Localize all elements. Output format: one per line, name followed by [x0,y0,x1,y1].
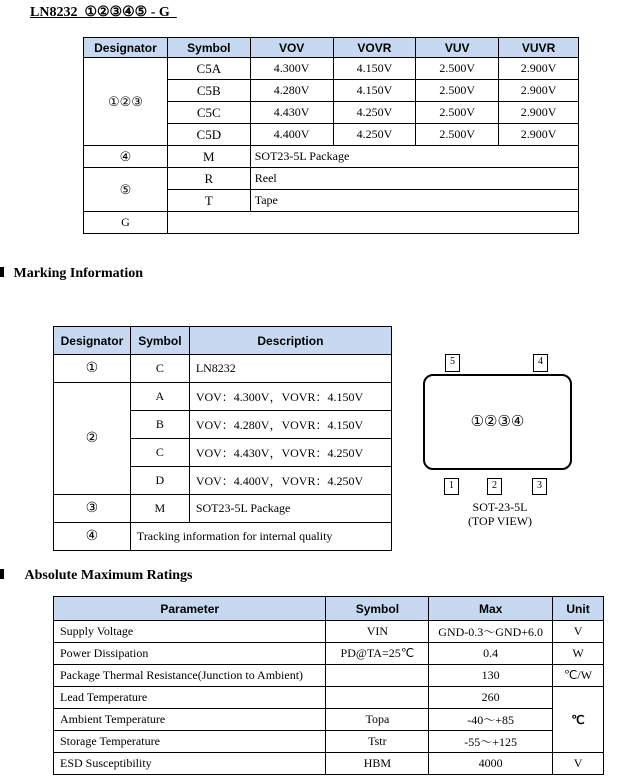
ot-cell: 4.250V [333,102,416,124]
part-suffix: - G [150,5,170,20]
amr-symbol [326,665,429,687]
amr-symbol: Topa [326,709,429,731]
amr-temp-unit: ℃ [553,687,604,753]
mt-header-description: Description [189,327,391,355]
part-number-title [30,4,177,21]
amr-param: Package Thermal Resistance(Junction to Ambient) [54,665,326,687]
ot-pack-designator: ⑤ [84,168,168,212]
amr-unit: ℃/W [553,665,604,687]
pin-1: 1 [444,478,459,495]
amr-max: GND-0.3～GND+6.0 [429,621,553,643]
amr-param: Lead Temperature [54,687,326,709]
package-caption-1: SOT-23-5L [472,500,528,514]
pin-2: 2 [487,478,502,495]
mt-cell: C [130,439,189,467]
mt-cell: A [130,383,189,411]
ordering-table [83,37,579,234]
amr-param: Storage Temperature [54,731,326,753]
mt-cell: VOV：4.430V，VOVR：4.250V [189,439,391,467]
mt-r1-desc: LN8232 [189,355,391,383]
ot-cell: 2.900V [499,124,579,146]
amr-max: 260 [429,687,553,709]
ot-cell: 2.500V [416,124,499,146]
ot-cell: 4.250V [333,124,416,146]
amr-max: -55～+125 [429,731,553,753]
amr-symbol: HBM [326,753,429,775]
amr-symbol: VIN [326,621,429,643]
ot-cell: 4.150V [333,58,416,80]
mt-group2-designator: ② [54,383,131,495]
amr-symbol: PD@TA=25℃ [326,643,429,665]
ot-reel-symbol: R [167,168,250,190]
ot-cell: C5A [167,58,250,80]
ot-pkg-symbol: M [167,146,250,168]
ot-header-vovr: VOVR [333,38,416,58]
amr-unit: W [553,643,604,665]
amr-unit: V [553,621,604,643]
amr-param: Supply Voltage [54,621,326,643]
amr-header-max: Max [429,597,553,621]
package-diagram [420,350,580,530]
pin-5: 5 [445,354,460,372]
amr-max: 0.4 [429,643,553,665]
ot-g-empty [167,212,578,234]
amr-header-symbol: Symbol [326,597,429,621]
ot-cell: 2.500V [416,102,499,124]
amr-header-parameter: Parameter [54,597,326,621]
part-base: LN8232 [30,5,78,20]
ot-reel-desc: Reel [250,168,578,190]
mt-header-designator: Designator [54,327,131,355]
amr-unit: V [553,753,604,775]
abs-section-title: Absolute Maximum Ratings [0,568,193,584]
amr-max: -40～+85 [429,709,553,731]
marking-section-title: Marking Information [0,266,143,282]
bullet-icon [0,569,4,579]
ot-cell: C5D [167,124,250,146]
ot-cell: C5C [167,102,250,124]
ot-header-vuvr: VUVR [499,38,579,58]
mt-r3-desc: SOT23-5L Package [189,495,391,523]
package-caption-2: (TOP VIEW) [467,514,533,528]
ot-cell: 2.500V [416,80,499,102]
ot-tape-symbol: T [167,190,250,212]
ot-header-symbol: Symbol [167,38,250,58]
ot-cell: 2.500V [416,58,499,80]
mt-cell: VOV：4.300V，VOVR：4.150V [189,383,391,411]
mt-cell: B [130,411,189,439]
ot-pkg-designator: ④ [84,146,168,168]
mt-r4-desc: Tracking information for internal quality [130,523,391,551]
amr-param: ESD Susceptibility [54,753,326,775]
ot-pkg-desc: SOT23-5L Package [250,146,578,168]
ot-g-designator: G [84,212,168,234]
mt-cell: VOV：4.280V，VOVR：4.150V [189,411,391,439]
mt-r3-designator: ③ [54,495,131,523]
ot-cell: 2.900V [499,80,579,102]
ot-cell: 4.280V [250,80,333,102]
ot-cell: 4.400V [250,124,333,146]
amr-max: 4000 [429,753,553,775]
ot-cell: 2.900V [499,58,579,80]
ot-header-vuv: VUV [416,38,499,58]
amr-param: Power Dissipation [54,643,326,665]
marking-table [53,326,392,551]
ot-tape-desc: Tape [250,190,578,212]
mt-r3-symbol: M [130,495,189,523]
part-circles: ①②③④⑤ [84,5,148,20]
abs-max-table [53,596,604,775]
mt-cell: D [130,467,189,495]
ot-cell: 4.300V [250,58,333,80]
amr-max: 130 [429,665,553,687]
pin-4: 4 [533,354,548,372]
bullet-icon [0,267,4,277]
mt-header-symbol: Symbol [130,327,189,355]
ot-cell: 4.150V [333,80,416,102]
amr-symbol: Tstr [326,731,429,753]
ot-cell: C5B [167,80,250,102]
mt-r1-designator: ① [54,355,131,383]
amr-symbol [326,687,429,709]
mt-r4-designator: ④ [54,523,131,551]
ot-header-vov: VOV [250,38,333,58]
ot-cell: 4.430V [250,102,333,124]
pin-3: 3 [532,478,547,495]
ot-cell: 2.900V [499,102,579,124]
ot-header-designator: Designator [84,38,168,58]
ot-group1-designator: ①②③ [84,58,168,146]
mt-r1-symbol: C [130,355,189,383]
ic-marking: ①②③④ [470,414,525,430]
amr-param: Ambient Temperature [54,709,326,731]
mt-cell: VOV：4.400V，VOVR：4.250V [189,467,391,495]
amr-header-unit: Unit [553,597,604,621]
